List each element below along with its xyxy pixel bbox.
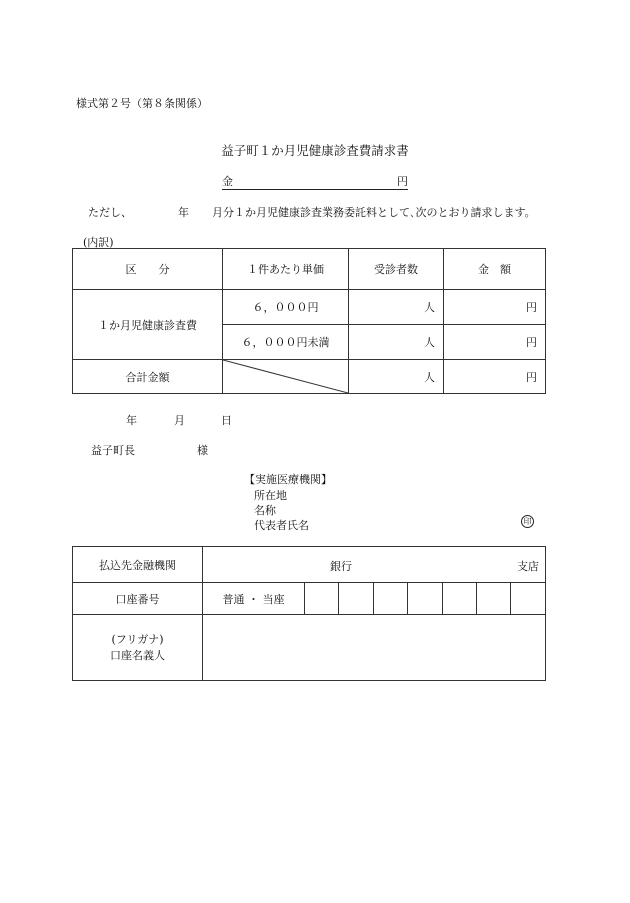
account-type: 普通 ・ 当座 <box>203 583 305 615</box>
header-unit-price: １件あたり単価 <box>223 249 349 290</box>
amount-prefix: 金 <box>222 175 233 188</box>
institution-address-label: 所在地 <box>254 489 287 502</box>
account-digit-box <box>476 583 510 615</box>
body-text-year: 年 <box>178 206 189 219</box>
date-month: 月 <box>174 414 185 427</box>
amount-line <box>222 173 408 190</box>
body-text-prefix: ただし、 <box>88 206 132 219</box>
body-text-rest: 月分１か月児健康診査業務委託料として､次のとおり請求します。 <box>212 206 536 219</box>
account-row <box>73 583 546 615</box>
form-number: 様式第２号（第８条関係） <box>76 97 208 110</box>
total-unit-price-blank <box>223 360 349 394</box>
patients-cell: 人 <box>349 325 444 360</box>
bank-name-field <box>203 547 546 583</box>
bank-label: 銀行 <box>330 560 352 573</box>
bank-row <box>73 547 546 583</box>
holder-row <box>73 615 546 681</box>
header-patients: 受診者数 <box>349 249 444 290</box>
document-title: 益子町１か月児健康診査費請求書 <box>221 143 409 158</box>
mayor-title: 益子町長 <box>91 444 135 457</box>
date-day: 日 <box>221 414 232 427</box>
row-category: １か月児健康診査費 <box>73 290 223 360</box>
account-digit-box <box>373 583 407 615</box>
amount-cell: 円 <box>444 325 546 360</box>
total-patients: 人 <box>349 360 444 394</box>
institution-heading: 【実施医療機関】 <box>244 473 332 486</box>
table-header-row <box>73 249 546 290</box>
account-digit-box <box>339 583 373 615</box>
header-category: 区 分 <box>73 249 223 290</box>
header-amount: 金 額 <box>444 249 546 290</box>
account-digit-box <box>408 583 442 615</box>
unit-price-cell: ６，０００円未満 <box>223 325 349 360</box>
diagonal-line <box>223 360 348 393</box>
institution-representative-label: 代表者氏名 <box>254 519 309 532</box>
total-label: 合計金額 <box>73 360 223 394</box>
account-digit-box <box>442 583 476 615</box>
table-total-row <box>73 360 546 394</box>
amount-cell: 円 <box>444 290 546 325</box>
unit-price-cell: ６，０００円 <box>223 290 349 325</box>
holder-label-cell <box>73 615 203 681</box>
branch-label: 支店 <box>516 560 539 573</box>
bank-institution-label: 払込先金融機関 <box>73 547 203 583</box>
mayor-honorific: 様 <box>197 444 208 457</box>
amount-suffix: 円 <box>397 175 408 188</box>
date-year: 年 <box>126 414 137 427</box>
account-number-label: 口座番号 <box>73 583 203 615</box>
holder-name-field <box>203 615 546 681</box>
account-digit-box <box>511 583 546 615</box>
patients-cell: 人 <box>349 290 444 325</box>
institution-name-label: 名称 <box>254 504 276 517</box>
bank-table <box>72 546 546 681</box>
table-row <box>73 290 546 325</box>
seal-mark: 印 <box>521 515 534 528</box>
holder-label: 口座名義人 <box>110 648 165 662</box>
total-amount: 円 <box>444 360 546 394</box>
breakdown-label: (内訳) <box>83 236 114 249</box>
furigana-label: (フリガナ) <box>111 632 164 646</box>
breakdown-table <box>72 248 546 394</box>
account-digit-box <box>305 583 339 615</box>
